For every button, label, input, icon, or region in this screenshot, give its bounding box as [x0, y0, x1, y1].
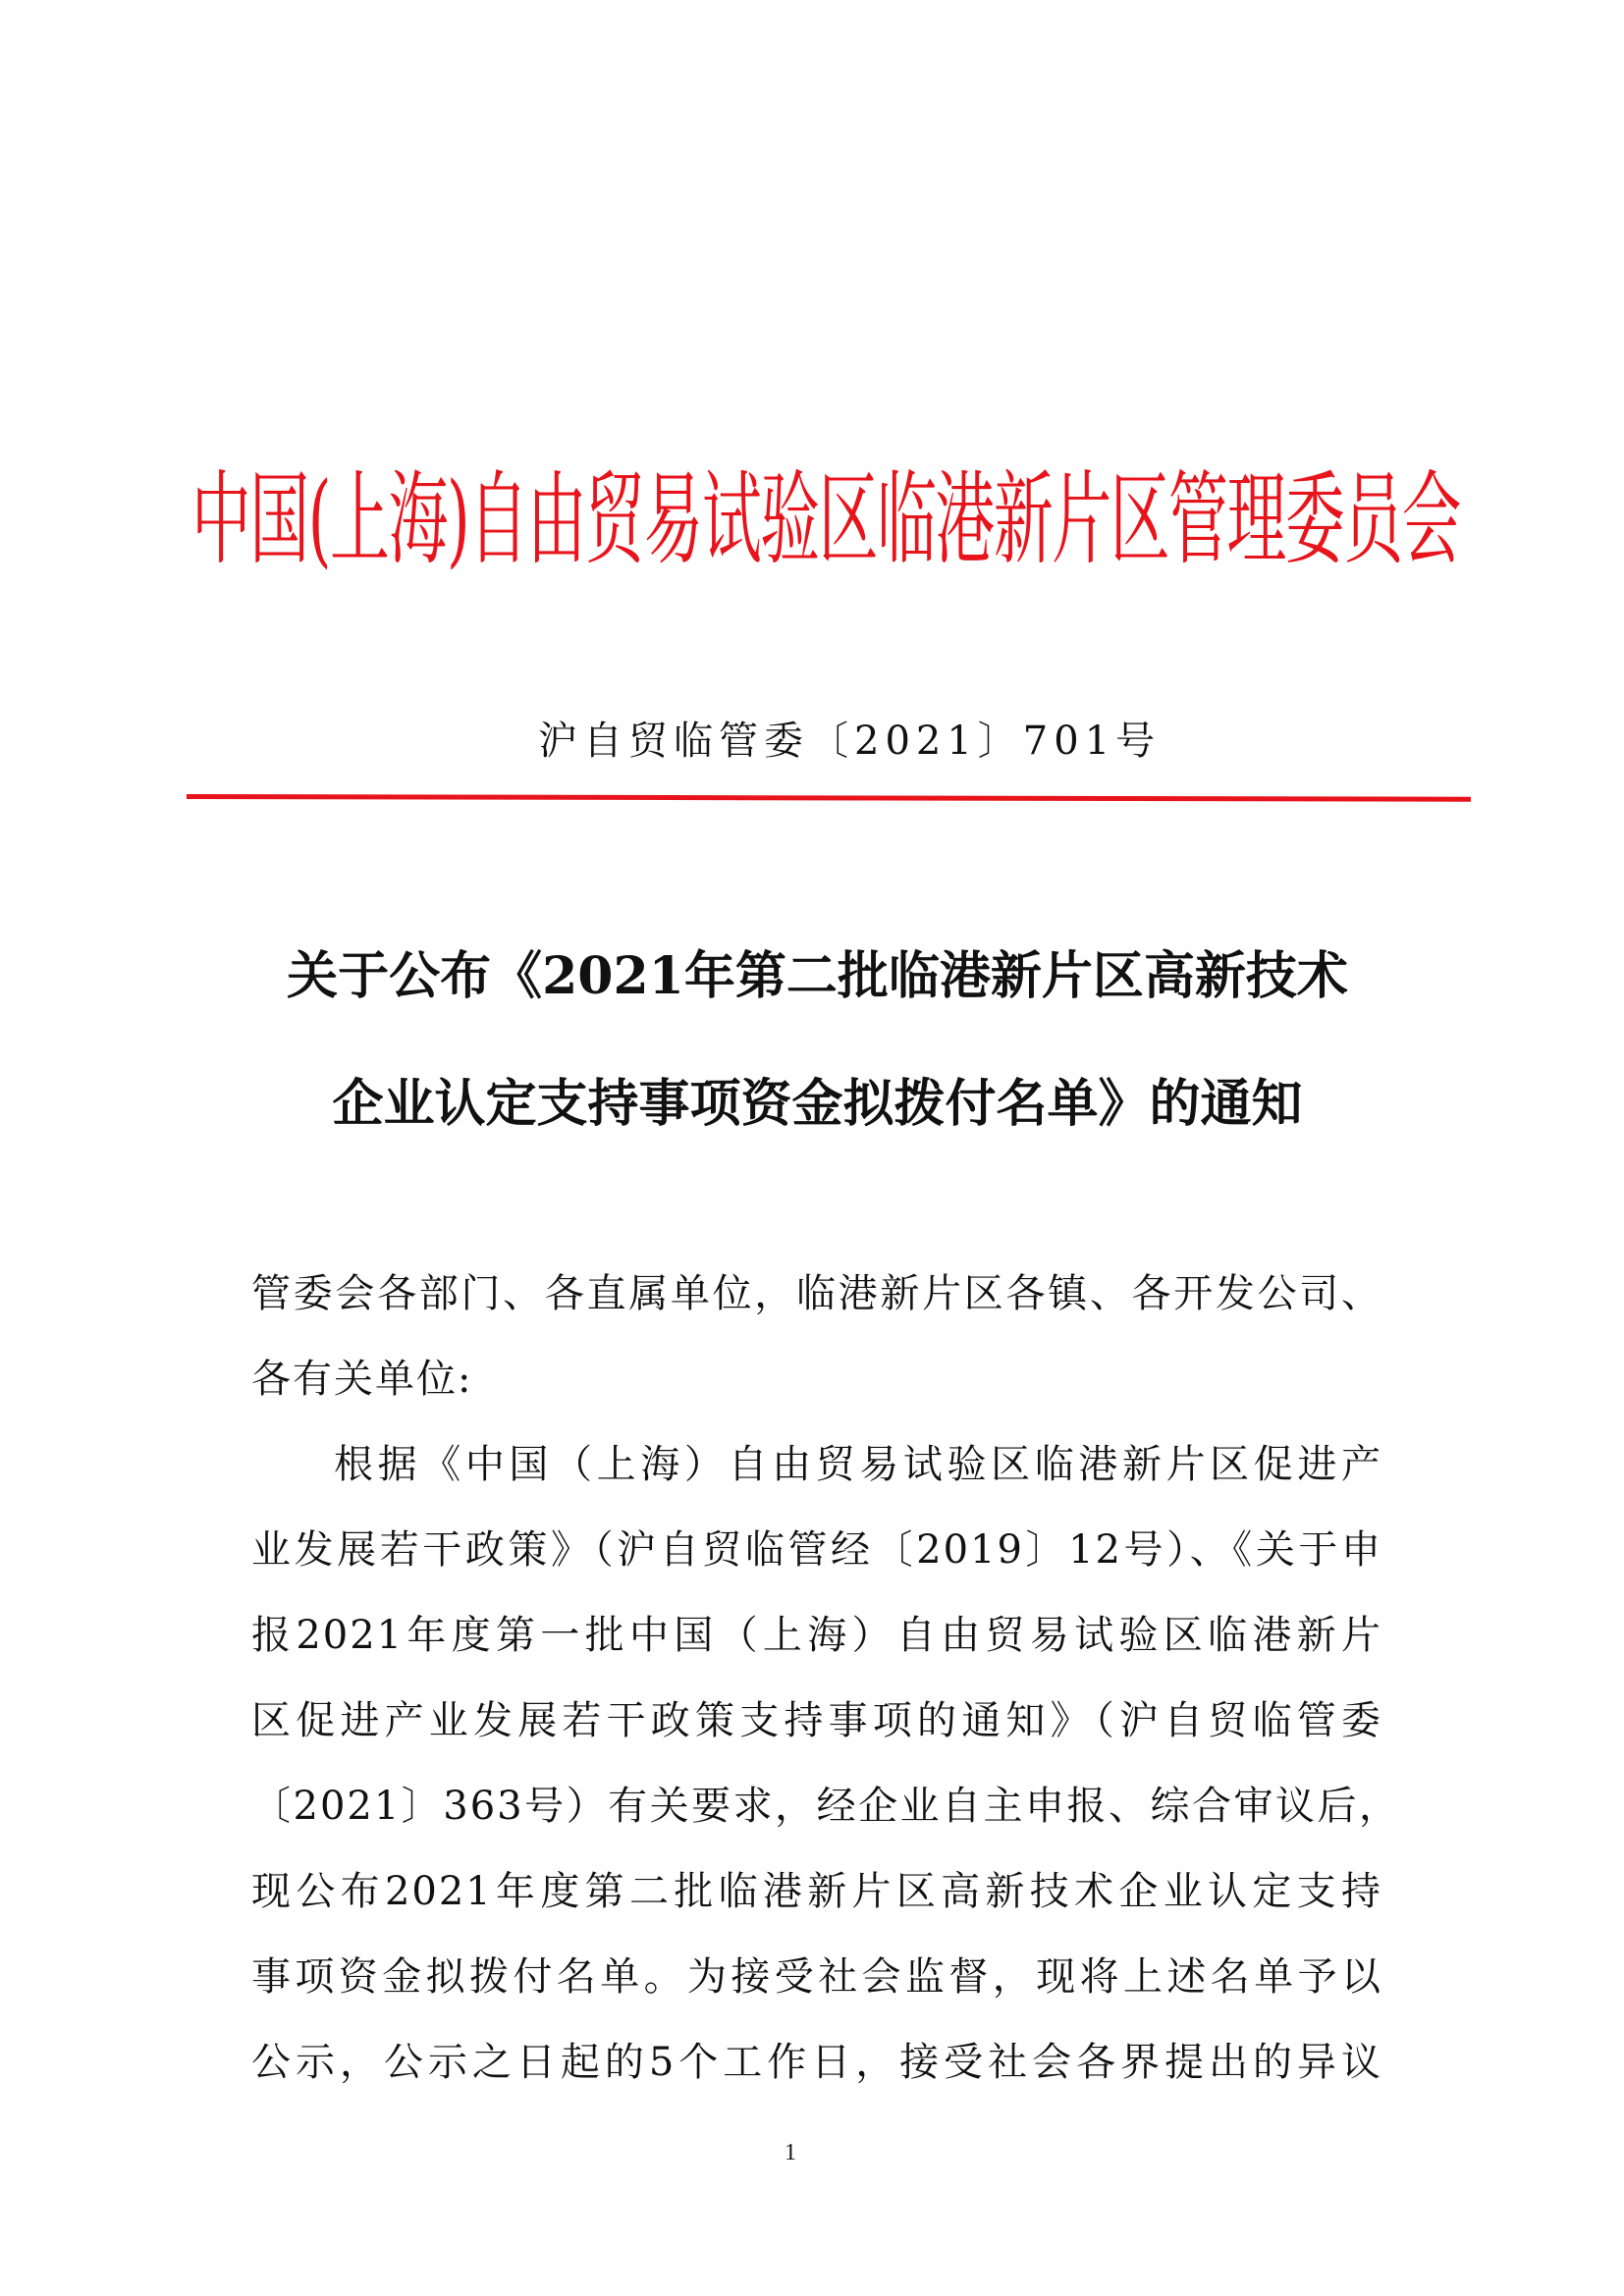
notice-title-line-1: 关于公布《2021年第二批临港新片区高新技术 — [287, 946, 1348, 1006]
body-line: 现公布2021年度第二批临港新片区高新技术企业认定支持 — [251, 1869, 1382, 1914]
body-line: 公示，公示之日起的5个工作日，接受社会各界提出的异议 — [251, 2040, 1382, 2085]
body-line: 根据《中国（上海）自由贸易试验区临港新片区促进产 — [334, 1442, 1382, 1487]
body-line: 业发展若干政策》（沪自贸临管经〔2019〕12号）、《关于申 — [251, 1527, 1382, 1573]
body-line: 管委会各部门、各直属单位，临港新片区各镇、各开发公司、 — [251, 1271, 1382, 1316]
organization-name: 中国(上海)自由贸易试验区临港新片区管理委员会 — [191, 460, 1461, 579]
body-line: 事项资金拟拨付名单。为接受社会监督，现将上述名单予以 — [251, 1954, 1382, 2000]
body-line: 〔2021〕363号）有关要求，经企业自主申报、综合审议后， — [251, 1784, 1400, 1829]
body-line: 报2021年度第一批中国（上海）自由贸易试验区临港新片 — [251, 1613, 1382, 1658]
notice-title-line-2: 企业认定支持事项资金拟拨付名单》的通知 — [332, 1074, 1303, 1134]
body-line: 区促进产业发展若干政策支持事项的通知》（沪自贸临管委 — [251, 1698, 1382, 1743]
page-number: 1 — [785, 2140, 796, 2165]
document-number: 沪自贸临管委〔2021〕701号 — [538, 719, 1162, 764]
body-line: 各有关单位: — [251, 1357, 473, 1402]
red-divider-line — [187, 794, 1471, 802]
issuing-organization-header — [191, 460, 1461, 579]
